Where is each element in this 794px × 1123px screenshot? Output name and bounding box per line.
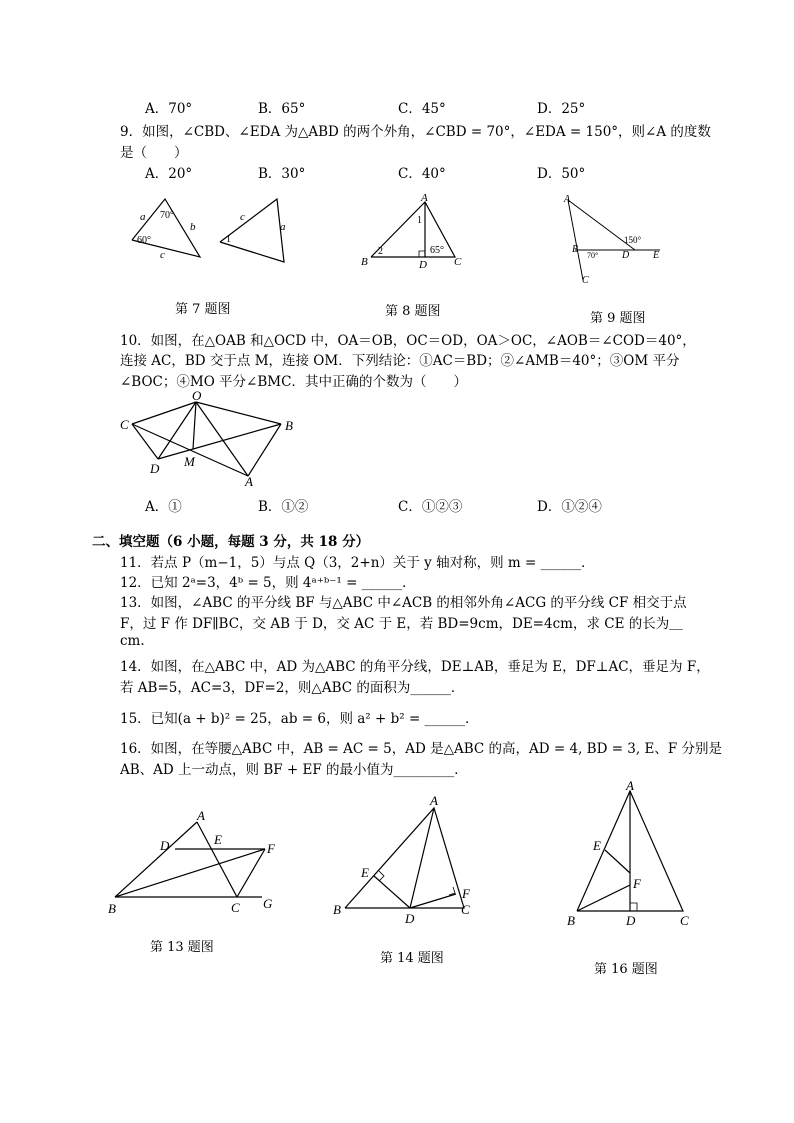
- q9-text-line2: 是（ ）: [120, 145, 188, 161]
- f10-label-c: C: [120, 417, 129, 432]
- f13-label-a: A: [197, 808, 205, 823]
- caption-fig8: 第 8 题图: [385, 304, 441, 319]
- f9-label-150: 150°: [624, 235, 642, 245]
- f8-label-a: A: [421, 192, 428, 204]
- q9-option-d: D．50°: [537, 166, 586, 182]
- f14-label-e: E: [361, 865, 369, 880]
- q13-text-line1: 13．如图，∠ABC 的平分线 BF 与△ABC 中∠ACB 的相邻外角∠ACG 的平分线 CF 相交于点: [120, 595, 687, 611]
- f10-label-d: D: [150, 461, 160, 476]
- q10-option-b: B．①②: [258, 499, 309, 515]
- q16-text-line2: AB、AD 上一动点，则 BF + EF 的最小值为_________．: [120, 762, 468, 778]
- figure-16: [560, 778, 700, 933]
- q10-option-d: D．①②④: [537, 499, 602, 515]
- f7-label-70: 70°: [160, 210, 174, 221]
- f7-label-a: a: [140, 211, 146, 223]
- figure-14: [328, 790, 478, 925]
- f10-label-b: B: [285, 418, 293, 433]
- f9-label-e: E: [653, 250, 660, 261]
- q15-text: 15．已知(a + b)² = 25，ab = 6，则 a² + b² = ______．: [120, 711, 479, 727]
- f8-label-65: 65°: [430, 245, 444, 256]
- f14-label-c: C: [461, 902, 470, 917]
- f16-label-a: A: [626, 778, 634, 793]
- q14-text-line2: 若 AB=5，AC=3，DF=2，则△ABC 的面积为______．: [120, 680, 465, 696]
- f14-label-f: F: [462, 886, 470, 901]
- q13-text-line2: F，过 F 作 DF∥BC，交 AB 于 D，交 AC 于 E，若 BD=9cm，DE=4cm，求 CE 的长为＿: [120, 616, 683, 632]
- q10-text-line1: 10．如图，在△OAB 和△OCD 中，OA＝OB，OC＝OD，OA＞OC，∠AOB＝∠COD＝40°，: [120, 333, 696, 349]
- q8-option-b: B．65°: [258, 101, 306, 117]
- q10-option-c: C．①②③: [398, 499, 463, 515]
- f14-label-b: B: [333, 902, 341, 917]
- q10-option-a: A．①: [145, 499, 182, 515]
- q9-option-c: C．40°: [398, 166, 446, 182]
- figure-10: [115, 386, 305, 488]
- q14-text-line1: 14．如图，在△ABC 中，AD 为△ABC 的角平分线，DE⊥AB，垂足为 E，DF⊥AC，垂足为 F，: [120, 659, 710, 675]
- f16-label-d: D: [626, 913, 636, 928]
- f16-label-e: E: [593, 838, 601, 853]
- f8-label-c: C: [454, 256, 462, 268]
- caption-fig13: 第 13 题图: [150, 940, 214, 955]
- q9-option-b: B．30°: [258, 166, 306, 182]
- f13-label-d: D: [160, 838, 170, 853]
- q12-text: 12．已知 2ᵃ=3，4ᵇ = 5，则 4ᵃ⁺ᵇ⁻¹ = ______．: [120, 575, 416, 591]
- f10-label-a: A: [245, 474, 253, 488]
- f13-label-g: G: [263, 896, 273, 911]
- q10-text-line3: ∠BOC；④MO 平分∠BMC．其中正确的个数为（ ）: [120, 374, 467, 390]
- f7-label-1: 1: [226, 234, 231, 245]
- f7-label-60: 60°: [137, 235, 151, 246]
- f7-label-c2: c: [240, 211, 245, 223]
- q11-text: 11．若点 P（m−1，5）与点 Q（3，2+n）关于 y 轴对称，则 m = ______．: [120, 555, 595, 571]
- q16-text-line1: 16．如图，在等腰△ABC 中，AB = AC = 5，AD 是△ABC 的高，AD = 4, BD = 3, E、F 分别是: [120, 741, 722, 757]
- f14-label-d: D: [405, 911, 415, 925]
- f7-label-b: b: [190, 221, 196, 233]
- f8-label-1: 1: [417, 215, 422, 226]
- q9-option-a: A．20°: [145, 166, 193, 182]
- q10-text-line2: 连接 AC，BD 交于点 M，连接 OM．下列结论：①AC＝BD；②∠AMB＝40°；③OM 平分: [120, 353, 680, 369]
- figure-9: [555, 190, 670, 295]
- f9-label-a: A: [564, 194, 571, 205]
- f10-label-m: M: [184, 454, 195, 469]
- f13-label-b: B: [108, 901, 116, 916]
- caption-fig14: 第 14 题图: [380, 951, 444, 966]
- f14-label-a: A: [430, 793, 438, 808]
- figure-8: [355, 190, 470, 270]
- f9-label-d: D: [622, 250, 630, 261]
- f9-label-c: C: [582, 275, 589, 286]
- f8-label-2: 2: [378, 246, 383, 257]
- f9-label-b: B: [572, 244, 579, 255]
- f7-label-c: c: [160, 249, 165, 261]
- f16-label-f: F: [633, 876, 641, 891]
- f9-label-70: 70°: [587, 251, 599, 260]
- f10-label-o: O: [192, 388, 202, 403]
- q8-option-d: D．25°: [537, 101, 586, 117]
- caption-fig16: 第 16 题图: [594, 962, 658, 977]
- figure-7: [120, 192, 300, 272]
- q8-option-c: C．45°: [398, 101, 446, 117]
- f16-label-b: B: [567, 913, 575, 928]
- f8-label-d: D: [419, 259, 427, 270]
- section-fill-in-title: 二、填空题（6 小题，每题 3 分，共 18 分）: [92, 534, 370, 550]
- caption-fig9: 第 9 题图: [590, 311, 646, 326]
- f13-label-f: F: [267, 841, 275, 856]
- q9-text-line1: 9．如图，∠CBD、∠EDA 为△ABD 的两个外角，∠CBD = 70°，∠EDA = 150°，则∠A 的度数: [120, 124, 711, 140]
- q8-option-a: A．70°: [145, 101, 193, 117]
- figure-13: [100, 802, 290, 917]
- f13-label-c: C: [231, 900, 240, 915]
- f7-label-a2: a: [280, 221, 286, 233]
- f13-label-e: E: [214, 832, 222, 847]
- caption-fig7: 第 7 题图: [175, 302, 231, 317]
- f16-label-c: C: [680, 913, 689, 928]
- f8-label-b: B: [361, 256, 368, 268]
- q13-text-line3: cm.: [120, 633, 145, 649]
